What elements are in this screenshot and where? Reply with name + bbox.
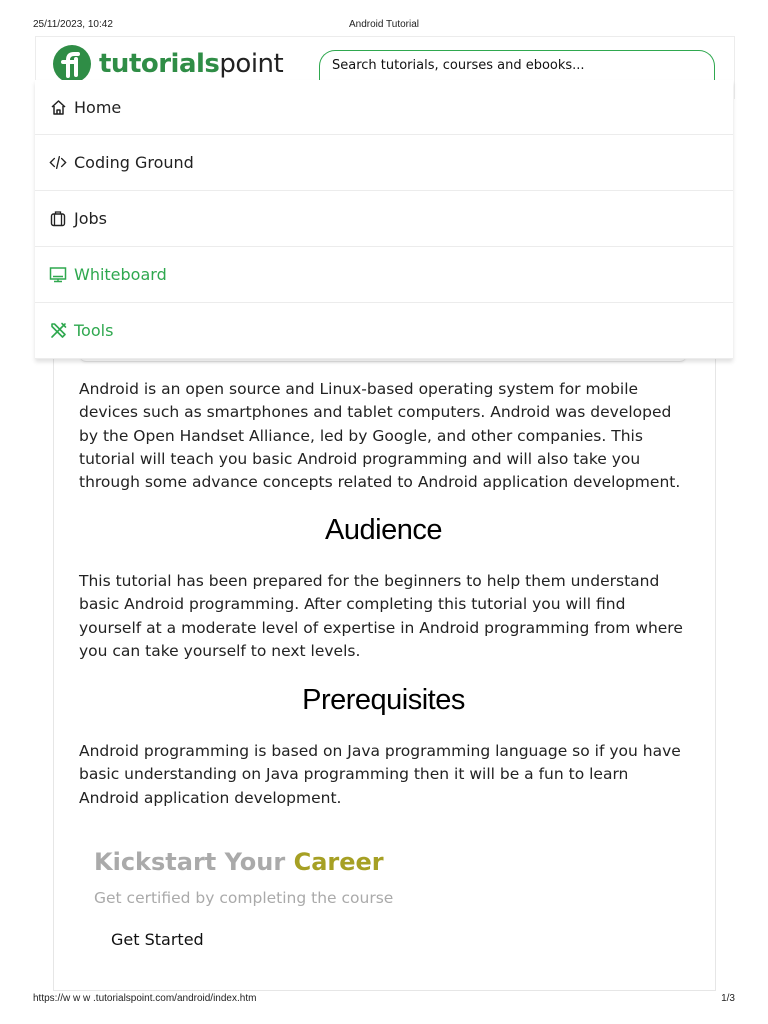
briefcase-icon	[49, 210, 67, 228]
search-placeholder: Search tutorials, courses and ebooks...	[332, 58, 585, 73]
print-page-number: 1/3	[721, 993, 735, 1004]
cta-title-career: Career	[293, 848, 384, 876]
menu-label-whiteboard: Whiteboard	[74, 265, 167, 284]
menu-item-home[interactable]	[35, 80, 733, 135]
logo-text	[99, 46, 283, 82]
print-datetime: 25/11/2023, 10:42	[33, 19, 113, 30]
search-input[interactable]	[319, 50, 715, 82]
menu-item-whiteboard[interactable]	[35, 247, 733, 303]
get-started-button[interactable]: Get Started	[111, 930, 204, 949]
menu-item-tools[interactable]	[35, 303, 733, 359]
print-header	[0, 19, 768, 33]
whiteboard-icon	[49, 266, 67, 284]
prerequisites-heading: Prerequisites	[302, 684, 465, 716]
menu-item-coding-ground[interactable]	[35, 135, 733, 191]
audience-paragraph: This tutorial has been prepared for the beginners to help them understand basic Android programming. After completing this tutorial you will find yourself at a moderate level of expertise in Android programming from where you can take yourself to next levels.	[79, 572, 683, 660]
cta-subtitle: Get certified by completing the course	[94, 889, 394, 907]
logo-text-tutorials: tutorials	[99, 49, 220, 79]
logo-text-point: point	[219, 49, 284, 79]
tools-icon	[49, 322, 67, 340]
print-title: Android Tutorial	[348, 19, 420, 30]
prerequisites-paragraph: Android programming is based on Java programming language so if you have basic understanding on Java programming then it will be a fun to learn Android application development.	[79, 742, 681, 807]
home-icon	[49, 98, 67, 116]
print-url: https://w w w .tutorialspoint.com/android/index.htm	[33, 993, 257, 1004]
code-icon	[49, 154, 67, 172]
site-logo[interactable]	[53, 46, 283, 82]
menu-label-tools: Tools	[74, 321, 114, 340]
menu-label-jobs: Jobs	[74, 209, 107, 228]
cta-title-kickstart: Kickstart Your	[94, 848, 294, 876]
cta-title	[94, 848, 384, 876]
dropdown-menu	[35, 80, 733, 359]
intro-paragraph: Android is an open source and Linux-based operating system for mobile devices such as smartphones and tablet computers. Android was developed by the Open Handset Alliance, led by Google, and other companies. This tutorial will teach you basic Android programming and will also take you through some advance concepts related to Android application development.	[79, 380, 681, 492]
menu-label-home: Home	[74, 97, 122, 117]
audience-heading: Audience	[325, 514, 442, 546]
print-footer	[0, 993, 768, 1007]
menu-item-jobs[interactable]	[35, 191, 733, 247]
logo-icon	[53, 45, 91, 83]
menu-label-coding-ground: Coding Ground	[74, 153, 194, 172]
